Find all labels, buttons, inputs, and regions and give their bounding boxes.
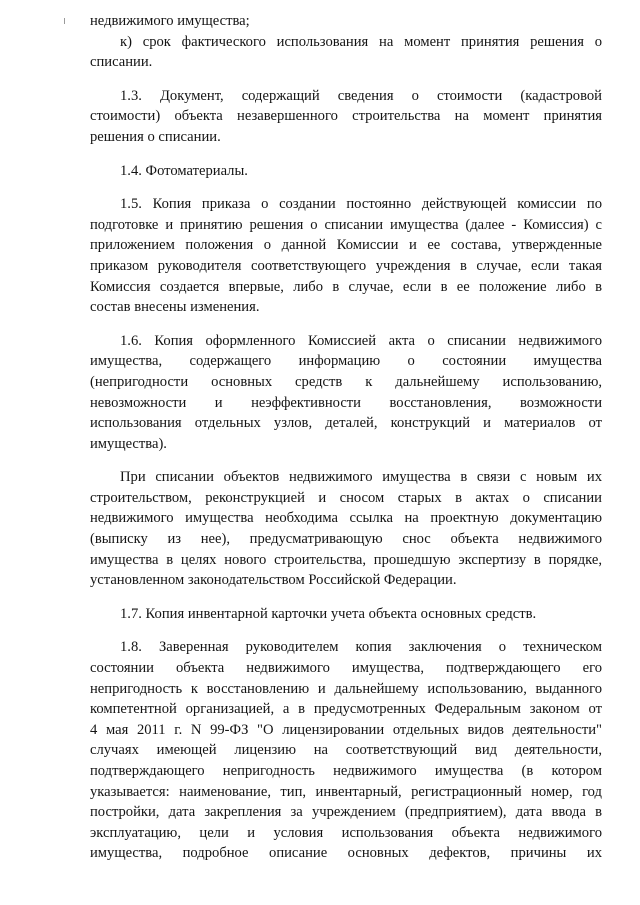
item-k: к) срок фактического использования на момент принятия решения о списании. bbox=[90, 33, 602, 71]
paragraph-1-5: 1.5. Копия приказа о создании постоянно действующей комиссии по подготовке и принятию решения о списании имущества (далее - Комиссия) с приложением положения о данной Комиссии и ее состава, утвержденные приказом руководителя соответствующего учреждения в случае, если такая Комиссия создается впервые, либо в случае, если в ее положение либо в состав внесены изменения. bbox=[90, 196, 602, 316]
fragment-top: недвижимого имущества; bbox=[90, 13, 250, 29]
paragraph-1-7: 1.7. Копия инвентарной карточки учета объекта основных средств. bbox=[120, 605, 537, 622]
scan-mark bbox=[64, 18, 65, 24]
paragraph-1-3: 1.3. Документ, содержащий сведения о стоимости (кадастровой стоимости) объекта незавершенного строительства на момент принятия решения о списании. bbox=[90, 87, 602, 145]
paragraph-1-4: 1.4. Фотоматериалы. bbox=[120, 162, 248, 179]
paragraph-1-6: 1.6. Копия оформленного Комиссией акта о списании недвижимого имущества, содержащего информацию о состоянии имущества (непригодности основных средств к дальнейшему использованию, невозможности и неэффективности восстановления, возможности использования отдельных узлов, деталей, конструкций и материалов от имущества). bbox=[90, 332, 602, 452]
paragraph-demolition-note: При списании объектов недвижимого имущества в связи с новым их строительством, реконструкцией и сносом старых в актах о списании недвижимого имущества необходима ссылка на проектную документацию (выписку из нее), предусматривающую снос объекта недвижимого имущества в целях нового строительства, прошедшую экспертизу в порядке, установленном законодательством Российской Федерации. bbox=[90, 469, 602, 589]
paragraph-1-8: 1.8. Заверенная руководителем копия заключения о техническом состоянии объекта недвижимого имущества, подтверждающего его непригодность к восстановлению и дальнейшему использованию, выданного компетентной организацией, а в предусмотренных Федеральным законом от 4 мая 2011 г. N 99-ФЗ "О лицензировании отдельных видов деятельности" случаях имеющей лицензию на соответствующий вид деятельности, подтверждающего непригодность недвижимого имущества (в котором указывается: наименование, тип, инвентарный, регистрационный номер, год постройки, дата закрепления за учреждением (предприятием), дата ввода в эксплуатацию, цели и условия использования объекта недвижимого имущества, подробное описание основных дефектов, причины их bbox=[90, 639, 602, 862]
document-body bbox=[90, 11, 602, 864]
